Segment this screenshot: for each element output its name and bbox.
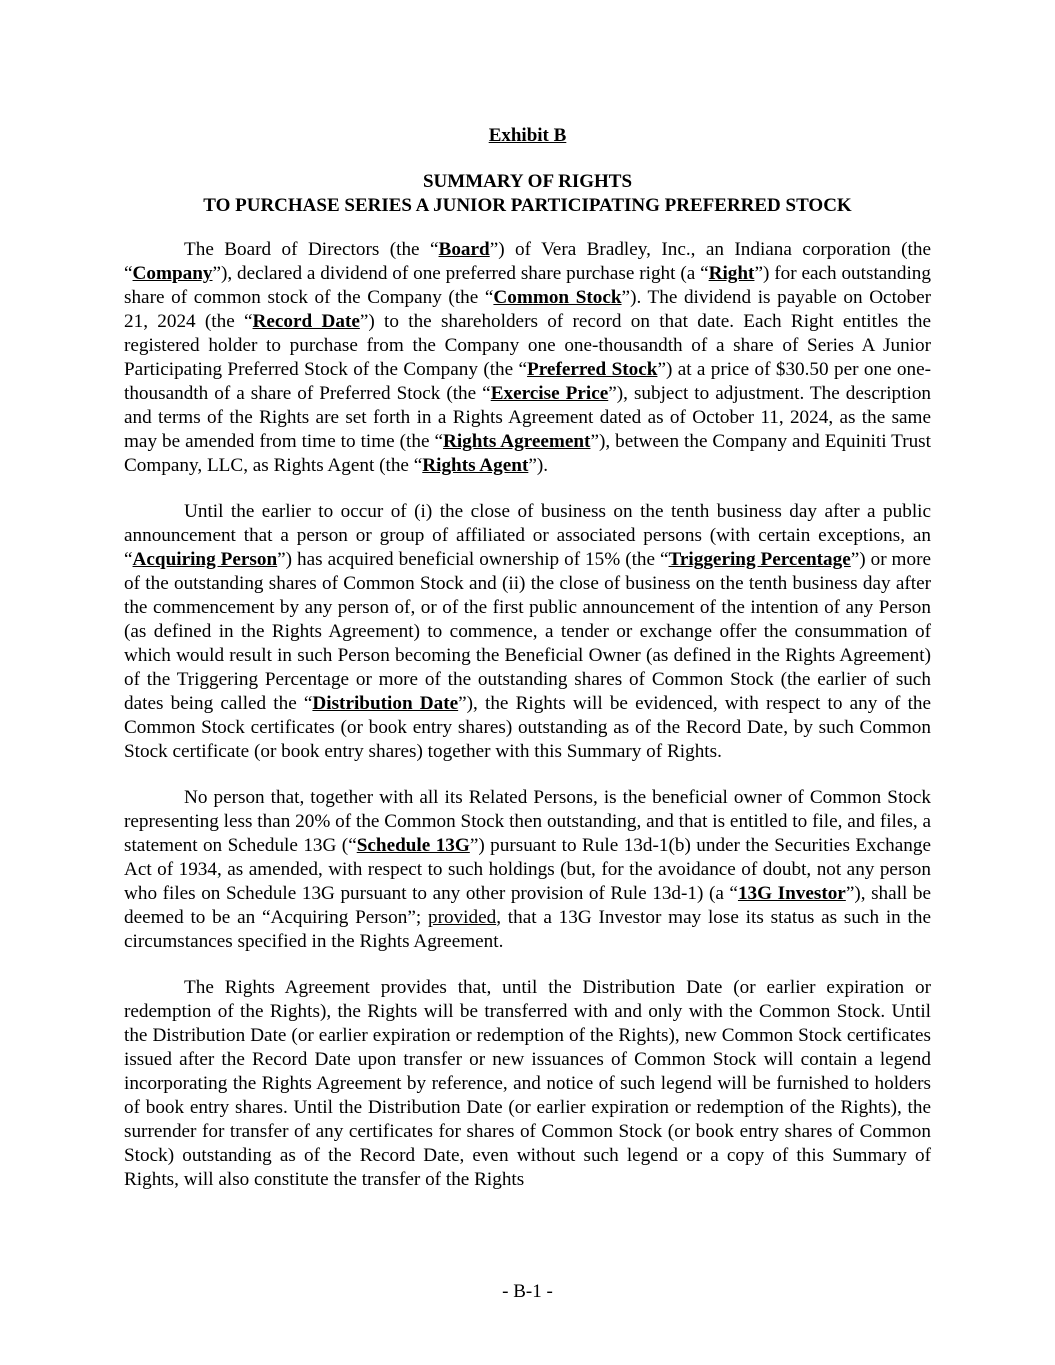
heading-line-2: TO PURCHASE SERIES A JUNIOR PARTICIPATING PREFERRED STOCK: [203, 195, 852, 216]
exhibit-title: Exhibit B: [488, 125, 567, 146]
underlined-text: provided: [427, 907, 497, 928]
text-run: ”) for each outstanding share of common stock of the Company (the “: [124, 263, 931, 308]
text-run: ”).: [528, 455, 549, 476]
text-run: ”) at a price of $30.50 per one one-thousandth of a share of Preferred Stock (the “: [124, 359, 931, 404]
paragraph-board-dividend: [124, 238, 931, 478]
paragraph-distribution-date: [124, 500, 931, 764]
text-run: ”) of Vera Bradley, Inc., an Indiana corporation (the “: [124, 239, 931, 284]
text-run: ”), between the Company and Equiniti Trust Company, LLC, as Rights Agent (the “: [124, 431, 931, 476]
text-run: The Rights Agreement provides that, until the Distribution Date (or earlier expiration or redemption of the Rights), the Rights will be transferred with and only with the Common Stock. Until the Distribution Date (or earlier expiration or redemption of the Rights), new Common Stock certificates issued after the Record Date upon transfer or new issuances of Common Stock will contain a legend incorporating the Rights Agreement by reference, and notice of such legend will be furnished to holders of book entry shares. Until the Distribution Date (or earlier expiration or redemption of the Rights), the surrender for transfer of any certificates for shares of Common Stock (or book entry shares of Common Stock) outstanding as of the Record Date, even without such legend or a copy of this Summary of Rights, will also constitute the transfer of the Rights: [124, 977, 931, 1190]
body-text: [124, 238, 931, 1214]
text-run: ”) has acquired beneficial ownership of 15% (the “: [277, 549, 669, 570]
page-number: - B-1 -: [502, 1281, 553, 1302]
defined-term: Common Stock: [493, 287, 622, 308]
text-run: ”), subject to adjustment. The description and terms of the Rights are set forth in a Rights Agreement dated as of October 11, 2024, as the same may be amended from time to time (the “: [124, 383, 932, 452]
defined-term: 13G Investor: [737, 883, 846, 904]
defined-term: Company: [132, 263, 213, 284]
text-run: , that a 13G Investor may lose its status as such in the circumstances specified in the Rights Agreement.: [124, 907, 931, 952]
text-run: The Board of Directors (the “: [184, 239, 439, 260]
heading-line-1: SUMMARY OF RIGHTS: [422, 171, 633, 192]
defined-term: Rights Agent: [422, 455, 529, 476]
text-run: Until the earlier to occur of (i) the close of business on the tenth business day after a public announcement that a person or group of affiliated or associated persons (with certain exceptions, an “: [124, 501, 931, 570]
paragraph-13g-investor: [124, 786, 931, 954]
paragraph-transfer-provisions: [124, 976, 931, 1192]
defined-term: Preferred Stock: [527, 359, 658, 380]
text-run: ”), shall be deemed to be an “Acquiring Person”;: [124, 883, 932, 928]
defined-term: Right: [708, 263, 755, 284]
text-run: ”), declared a dividend of one preferred share purchase right (a “: [212, 263, 709, 284]
text-run: ”) or more of the outstanding shares of Common Stock and (ii) the close of business on the tenth business day after the commencement by any person of, or of the first public announcement of the intention of any Person (as defined in the Rights Agreement) to commence, a tender or exchange offer the consummation of which would result in such Person becoming the Beneficial Owner (as defined in the Rights Agreement) of the Triggering Percentage or more of the outstanding shares of Common Stock (the earlier of such dates being called the “: [124, 549, 931, 714]
defined-term: Acquiring Person: [132, 549, 278, 570]
defined-term: Distribution Date: [312, 693, 459, 714]
defined-term: Rights Agreement: [442, 431, 591, 452]
document-page: [124, 0, 931, 1365]
document-heading: [124, 170, 931, 218]
text-run: ”). The dividend is payable on October 21, 2024 (the “: [124, 287, 931, 332]
defined-term: Triggering Percentage: [668, 549, 851, 570]
text-run: ”) pursuant to Rule 13d-1(b) under the Securities Exchange Act of 1934, as amended, with respect to such holdings (but, for the avoidance of doubt, not any person who files on Schedule 13G pursuant to any other provision of Rule 13d-1) (a “: [124, 835, 931, 904]
text-run: No person that, together with all its Related Persons, is the beneficial owner of Common Stock representing less than 20% of the Common Stock then outstanding, and that is entitled to file, and files, a statement on Schedule 13G (“: [124, 787, 931, 856]
text-run: ”) to the shareholders of record on that date. Each Right entitles the registered holder to purchase from the Company one one-thousandth of a share of Series A Junior Participating Preferred Stock of the Company (the “: [124, 311, 931, 380]
defined-term: Schedule 13G: [356, 835, 470, 856]
defined-term: Board: [438, 239, 490, 260]
defined-term: Exercise Price: [490, 383, 609, 404]
text-run: ”), the Rights will be evidenced, with respect to any of the Common Stock certificates (or book entry shares) outstanding as of the Record Date, by such Common Stock certificate (or book entry shares) together with this Summary of Rights.: [124, 693, 932, 762]
defined-term: Record Date: [252, 311, 360, 332]
